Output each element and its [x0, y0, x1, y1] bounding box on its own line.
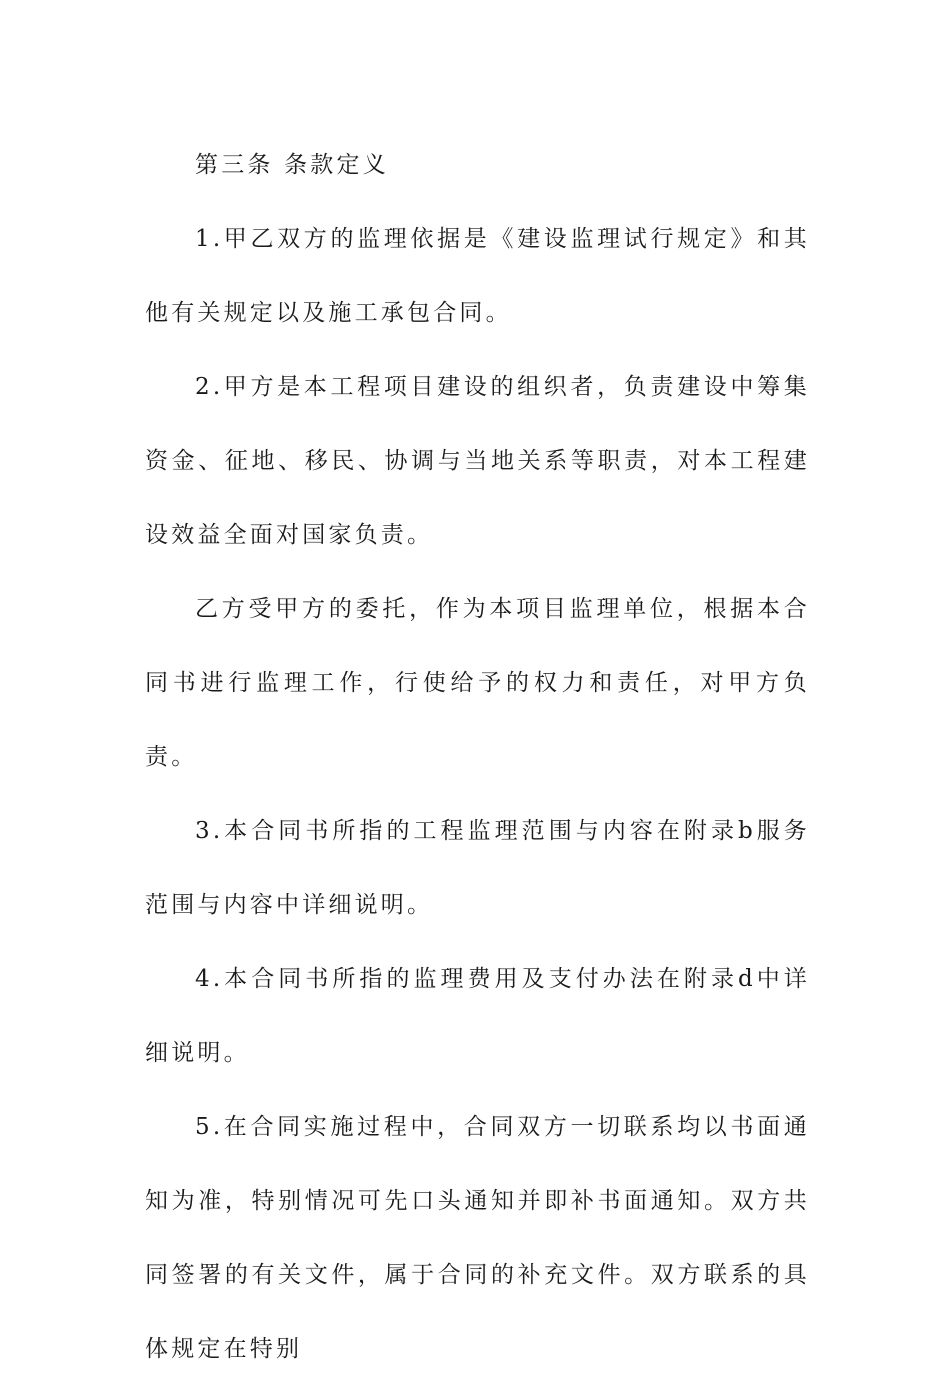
- paragraph-1: 1.甲乙双方的监理依据是《建设监理试行规定》和其他有关规定以及施工承包合同。: [145, 226, 810, 326]
- document-body: [145, 128, 810, 1386]
- paragraph-2-continued: 乙方受甲方的委托，作为本项目监理单位，根据本合同书进行监理工作，行使给予的权力和责任，对甲方负责。: [145, 596, 810, 770]
- paragraph-5: 5.在合同实施过程中，合同双方一切联系均以书面通知为准，特别情况可先口头通知并即补书面通知。双方共同签署的有关文件，属于合同的补充文件。双方联系的具体规定在特别: [145, 1114, 810, 1362]
- paragraph-3: 3.本合同书所指的工程监理范围与内容在附录b服务范围与内容中详细说明。: [145, 818, 810, 918]
- paragraph-2: 2.甲方是本工程项目建设的组织者，负责建设中筹集资金、征地、移民、协调与当地关系等职责，对本工程建设效益全面对国家负责。: [145, 374, 810, 548]
- paragraph-4: 4.本合同书所指的监理费用及支付办法在附录d中详细说明。: [145, 966, 810, 1066]
- article-heading: 第三条 条款定义: [195, 152, 389, 178]
